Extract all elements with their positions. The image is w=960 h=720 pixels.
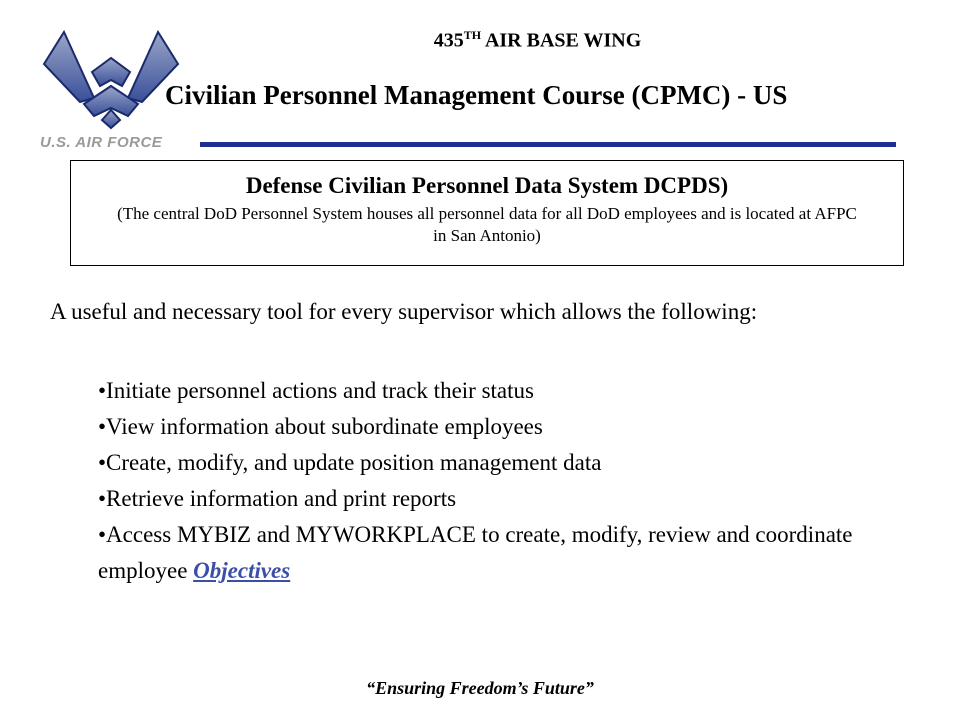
list-item: •Initiate personnel actions and track their status bbox=[98, 378, 534, 403]
list-item: •Create, modify, and update position management data bbox=[98, 450, 602, 475]
objectives-link[interactable]: Objectives bbox=[193, 558, 291, 583]
header-divider bbox=[200, 142, 896, 147]
dcpds-subtitle: (The central DoD Personnel System houses all personnel data for all DoD employees and is located at AFPC in San Antonio) bbox=[117, 204, 857, 245]
list-item: •Access MYBIZ and MYWORKPLACE to create, modify, review and coordinate employee Objectives bbox=[98, 522, 853, 583]
dcpds-box bbox=[70, 160, 904, 266]
bullet-list bbox=[98, 373, 898, 589]
footer-motto: “Ensuring Freedom’s Future” bbox=[366, 678, 594, 698]
list-item: •Retrieve information and print reports bbox=[98, 486, 457, 511]
list-item: •View information about subordinate employees bbox=[98, 414, 543, 439]
dcpds-title: Defense Civilian Personnel Data System DCPDS) bbox=[245, 173, 729, 198]
course-title: Civilian Personnel Management Course (CPMC) - US bbox=[165, 80, 788, 110]
intro-text: A useful and necessary tool for every supervisor which allows the following: bbox=[50, 299, 758, 324]
logo-text: U.S. AIR FORCE bbox=[40, 134, 163, 151]
wing-title: 435TH AIR BASE WING bbox=[433, 28, 642, 52]
